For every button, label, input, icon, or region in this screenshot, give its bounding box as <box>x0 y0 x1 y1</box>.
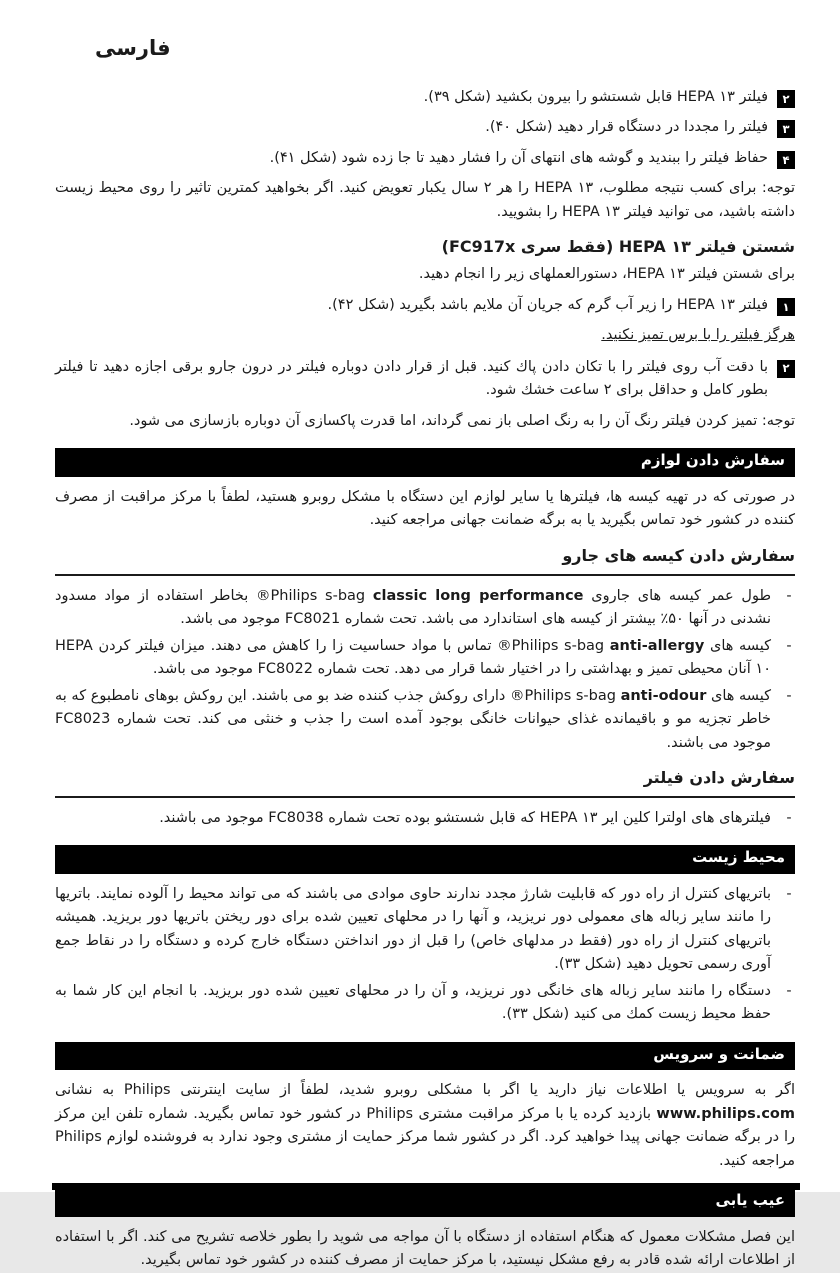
bullet-item <box>55 685 795 755</box>
brand-name: Philips s-bag <box>511 637 610 654</box>
bullet-text-post: دارای روکش جذب کننده ضد بو می باشند. این روکش بوهای نامطبوع که به خاطر تجزیه مو و باقیمانده غذای حیوانات خانگی بوجود آمده است را جذب و خنثی می کند. تحت شماره FC8023 موجود می باشند. <box>55 687 771 751</box>
step-text: فیلتر را مجددا در دستگاه قرار دهید (شکل ۴۰). <box>485 119 768 136</box>
bullet-item <box>55 635 795 682</box>
subsection-title: شستن فیلتر HEPA ۱۳ (فقط سری FC917x) <box>441 237 795 257</box>
bullet-item <box>55 980 795 1027</box>
bullet-text-pre: کیسه های <box>706 687 772 704</box>
bullet-text-pre: کیسه های <box>704 637 771 654</box>
paragraph: این فصل مشکلات معمول که هنگام استفاده از دستگاه با آن مواجه می شوید را بطور خلاصه تشریح می کند. اگر با استفاده از اطلاعات ارائه شده قادر به رفع مشکل نیستید، با مرکز حمایت از مصرف کننده در کشور خود تماس بگیرید. <box>55 1228 795 1269</box>
bullet-item <box>55 585 795 632</box>
step-number-badge: ۳ <box>777 120 795 138</box>
philips-website-url: www.philips.com <box>656 1105 795 1122</box>
bullet-dash: - <box>786 885 792 902</box>
page-content <box>55 86 795 1273</box>
bullet-text <box>55 585 771 632</box>
guarantee-text-post: بازدید کرده یا با مرکز مراقبت مشتری Philips در کشور خود تماس بگیرید. شماره تلفن این مرکز را در برگه ضمانت جهانی پیدا خواهید کرد. اگر در کشور شما مرکز حمایت از مشتری وجود ندارد به فروشنده لوازم Philips مراجعه کنید. <box>55 1105 795 1169</box>
step-item <box>55 116 795 139</box>
paragraph <box>55 1079 795 1173</box>
step-text: حفاظ فیلتر را ببندید و گوشه های انتهای آن را فشار دهید تا جا زده شود (شکل ۴۱). <box>269 149 768 166</box>
section-header-bar: عیب یابی <box>55 1188 795 1217</box>
product-line-name: anti-allergy <box>609 637 705 654</box>
section-header-bar: ضمانت و سرویس <box>55 1042 795 1071</box>
step-number-badge: ۱ <box>777 298 795 316</box>
registered-mark: ® <box>256 587 271 604</box>
bullet-text-post: تماس با مواد حساسیت زا را کاهش می دهند. میزان فیلتر کردن HEPA ۱۰ آنان محیطی تمیز و بهداشتی را در اختیار شما قرار می دهد. تحت شماره FC8022 موجود می باشد. <box>55 637 771 678</box>
step-number-badge: ۲ <box>777 360 795 378</box>
bullet-item <box>55 807 795 830</box>
bullet-text: فیلترهای های اولترا کلین ایر HEPA ۱۳ که قابل شستشو بوده تحت شماره FC8038 موجود می باشند. <box>159 809 771 826</box>
bullet-text-post: بخاطر استفاده از مواد مسدود نشدنی در آنها ۵۰٪ بیشتر از کیسه های استاندارد می باشد. تحت شماره FC8021 موجود می باشد. <box>55 587 771 628</box>
step-number-badge: ۲ <box>777 90 795 108</box>
bullet-text: دستگاه را مانند سایر زباله های خانگی دور نریزید، و آن را در محلهای تعیین شده دور بریزید. با انجام این کار شما به حفظ محیط زیست کمك می کنید (شکل ۳۳). <box>55 982 771 1023</box>
product-line-name: classic long performance <box>372 587 584 604</box>
brand-name: Philips s-bag <box>270 587 373 604</box>
guarantee-text-pre: اگر به سرویس یا اطلاعات نیاز دارید یا اگر با مشکلی روبرو شدید، لطفاً از سایت اینترنتی Philips به نشانی <box>55 1082 795 1099</box>
cutoff-table-top-edge <box>52 1183 800 1190</box>
note-paragraph: توجه: برای کسب نتیجه مطلوب، HEPA ۱۳ را هر ۲ سال یکبار تعویض کنید. اگر بخواهید کمترین تاثیر را روی محیط زیست داشته باشید، می توانید فیلتر HEPA ۱۳ را بشویید. <box>55 180 795 220</box>
bullet-text-pre: طول عمر کیسه های جاروی <box>583 587 771 604</box>
bullet-dash: - <box>786 687 792 704</box>
bullet-item <box>55 883 795 977</box>
step-text: فیلتر HEPA ۱۳ قابل شستشو را بیرون بکشید (شکل ۳۹). <box>423 89 768 105</box>
step-text: با دقت آب روی فیلتر را با تکان دادن پاك کنید. قبل از قرار دادن دوباره فیلتر در درون جارو برقی اجازه دهید تا فیلتر بطور کامل و حداقل برای ۲ ساعت خشك شود. <box>55 358 768 399</box>
step-item <box>55 294 795 317</box>
subsection-title: سفارش دادن کیسه های جارو <box>55 543 795 576</box>
step-item <box>55 356 795 403</box>
registered-mark: ® <box>497 637 512 654</box>
brand-name: Philips s-bag <box>524 687 621 704</box>
bullet-text: باتریهای کنترل از راه دور که قابلیت شارژ مجدد ندارند حاوی موادی می باشند که می تواند محیط را آلوده نمایند. باتریها را مانند سایر زباله های معمولی دور نریزید، و آنها را در محلهای تعیین شده برای دور ریختن باتریها دور بریزید. همیشه باتریهای کنترل از راه دور (فقط در مدلهای خاص) را قبل از دور انداختن دستگاه خارج کرده و دستگاه را در نقاط جمع آوری رسمی تحویل دهید (شکل ۳۳). <box>55 885 771 973</box>
bullet-text <box>55 685 771 755</box>
step-item <box>55 147 795 170</box>
note-paragraph: توجه: تمیز کردن فیلتر رنگ آن را به رنگ اصلی باز نمی گرداند، اما قدرت پاکسازی آن دوباره بازسازی می شود. <box>129 412 795 429</box>
bullet-dash: - <box>786 809 792 826</box>
paragraph: برای شستن فیلتر HEPA ۱۳، دستورالعملهای زیر را انجام دهید. <box>418 266 795 283</box>
language-header: فارسی <box>95 36 171 60</box>
product-line-name: anti-odour <box>620 687 707 704</box>
paragraph: در صورتی که در تهیه کیسه ها، فیلترها یا سایر لوازم این دستگاه با مشکل روبرو هستید، لطفاً با مرکز مراقبت از مصرف کننده در کشور خود تماس بگیرید یا به برگه ضمانت جهانی مراجعه کنید. <box>55 488 795 529</box>
subsection-title: سفارش دادن فیلتر <box>55 765 795 798</box>
bullet-text <box>55 635 771 682</box>
bullet-dash: - <box>786 637 792 654</box>
warning-underlined: هرگز فیلتر را با برس تمیز نکنید. <box>601 327 795 344</box>
section-header-bar: سفارش دادن لوازم <box>55 448 795 477</box>
step-number-badge: ۴ <box>777 151 795 169</box>
registered-mark: ® <box>509 687 525 704</box>
bullet-dash: - <box>786 587 792 604</box>
step-text: فیلتر HEPA ۱۳ را زیر آب گرم که جریان آن ملایم باشد بگیرید (شکل ۴۲). <box>327 296 768 313</box>
bullet-dash: - <box>786 982 792 999</box>
step-item <box>55 86 795 109</box>
section-header-bar: محیط زیست <box>55 845 795 874</box>
